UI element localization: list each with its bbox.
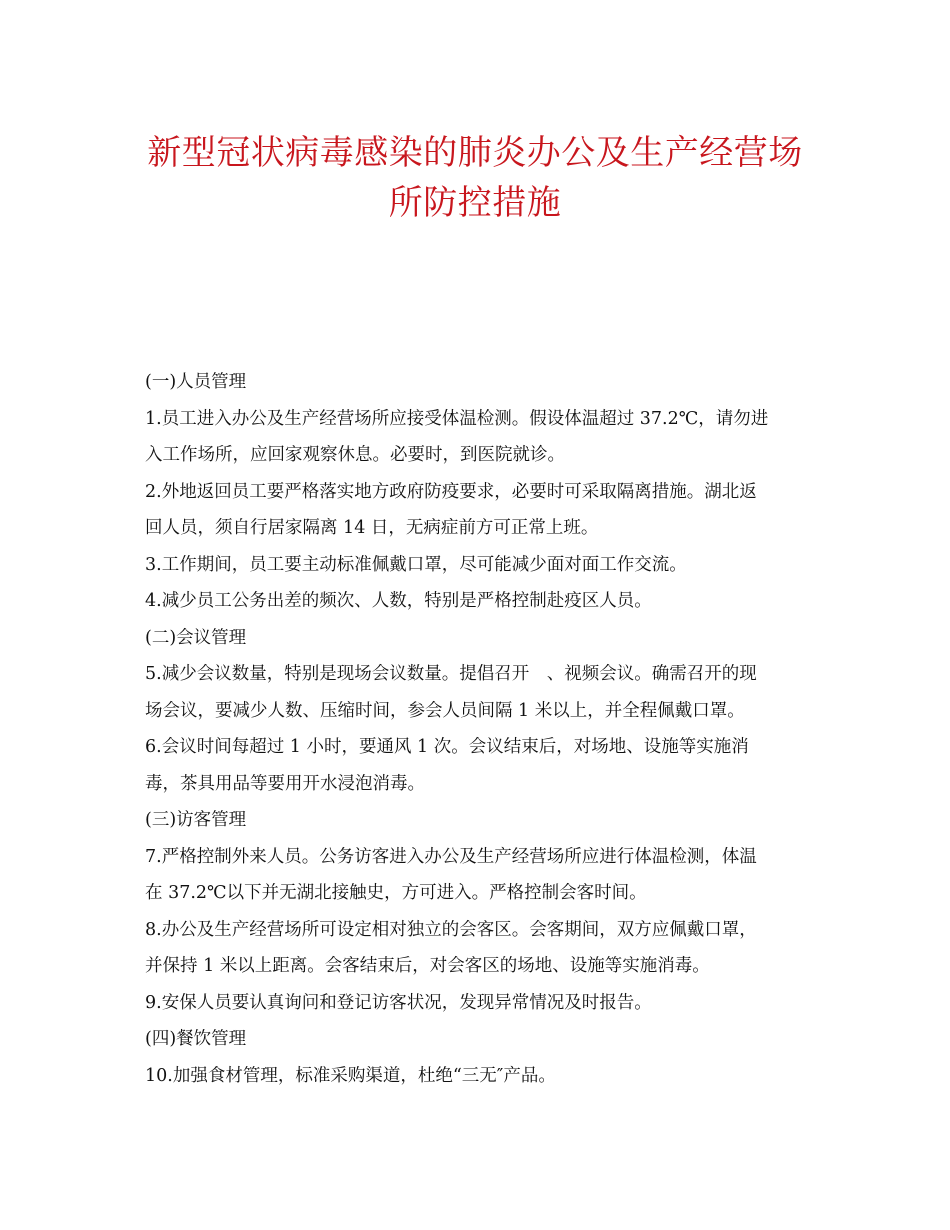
paragraph-line: 3.工作期间，员工要主动标准佩戴口罩，尽可能减少面对面工作交流。 bbox=[145, 554, 687, 575]
paragraph-line: 毒，茶具用品等要用开水浸泡消毒。 bbox=[145, 773, 425, 794]
paragraph-line: 并保持 1 米以上距离。会客结束后，对会客区的场地、设施等实施消毒。 bbox=[145, 956, 710, 976]
section-heading-meetings: (二)会议管理 bbox=[145, 627, 247, 648]
section-heading-visitors: (三)访客管理 bbox=[145, 810, 247, 830]
paragraph-line: 6.会议时间每超过 1 小时，要通风 1 次。会议结束后，对场地、设施等实施消 bbox=[145, 737, 749, 757]
document-body bbox=[145, 364, 810, 1094]
document-title bbox=[130, 128, 820, 228]
title-line-1: 新型冠状病毒感染的肺炎办公及生产经营场 bbox=[147, 133, 803, 173]
paragraph-line: 入工作场所，应回家观察休息。必要时，到医院就诊。 bbox=[145, 445, 565, 465]
paragraph-line: 回人员，须自行居家隔离 14 日，无病症前方可正常上班。 bbox=[145, 518, 599, 538]
paragraph-line: 7.严格控制外来人员。公务访客进入办公及生产经营场所应进行体温检测，体温 bbox=[145, 846, 757, 867]
section-heading-catering: (四)餐饮管理 bbox=[145, 1029, 247, 1049]
paragraph-line: 4.减少员工公务出差的频次、人数，特别是严格控制赴疫区人员。 bbox=[145, 591, 652, 611]
paragraph-line: 1.员工进入办公及生产经营场所应接受体温检测。假设体温超过 37.2℃，请勿进 bbox=[145, 408, 769, 429]
paragraph-line: 场会议，要减少人数、压缩时间，参会人员间隔 1 米以上，并全程佩戴口罩。 bbox=[145, 700, 745, 721]
paragraph-line: 5.减少会议数量，特别是现场会议数量。提倡召开 、视频会议。确需召开的现 bbox=[145, 664, 757, 684]
paragraph-line: 2.外地返回员工要严格落实地方政府防疫要求，必要时可采取隔离措施。湖北返 bbox=[145, 481, 757, 502]
paragraph-line: 8.办公及生产经营场所可设定相对独立的会客区。会客期间，双方应佩戴口罩， bbox=[145, 919, 757, 940]
section-heading-personnel: (一)人员管理 bbox=[145, 372, 247, 392]
paragraph-line: 10.加强食材管理，标准采购渠道，杜绝“三无″产品。 bbox=[145, 1065, 556, 1086]
paragraph-line: 在 37.2℃以下并无湖北接触史，方可进入。严格控制会客时间。 bbox=[145, 883, 647, 903]
paragraph-line: 9.安保人员要认真询问和登记访客状况，发现异常情况及时报告。 bbox=[145, 992, 652, 1013]
title-line-2: 所防控措施 bbox=[388, 183, 562, 223]
